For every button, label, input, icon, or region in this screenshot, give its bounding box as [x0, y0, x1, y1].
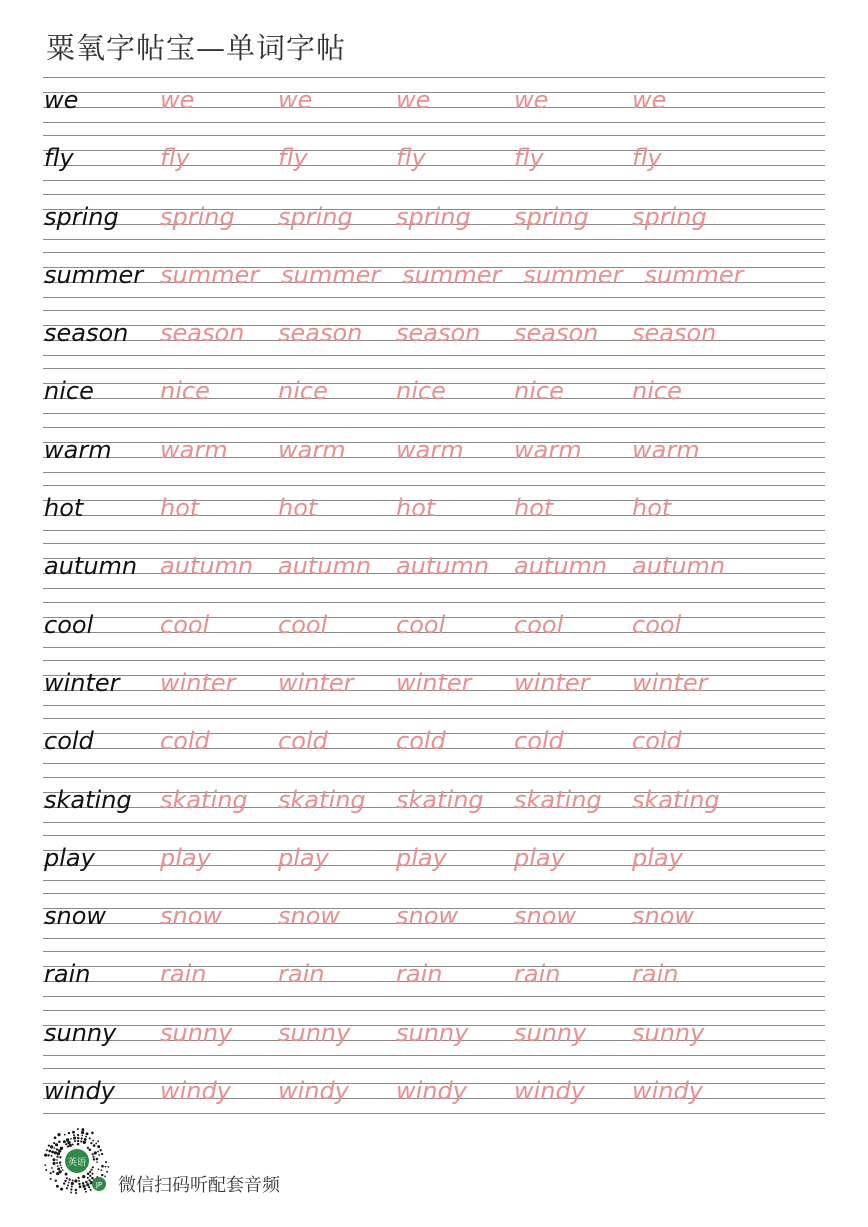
trace-word: nice [160, 377, 210, 406]
trace-word: warm [396, 435, 464, 464]
guide-line [43, 660, 825, 661]
trace-word: autumn [396, 552, 490, 581]
word-row [43, 660, 825, 718]
trace-word: spring [278, 202, 353, 231]
trace-words [160, 371, 750, 411]
word-row [43, 485, 825, 543]
trace-word: cold [396, 727, 446, 756]
trace-word: cold [632, 727, 682, 756]
trace-word: snow [632, 902, 695, 931]
guide-line [43, 1055, 825, 1056]
model-word: hot [44, 494, 84, 523]
trace-word: cool [632, 610, 682, 639]
trace-word: warm [160, 435, 228, 464]
model-word: rain [44, 960, 91, 989]
trace-word: rain [514, 960, 561, 989]
trace-word: windy [514, 1077, 585, 1106]
trace-word: winter [632, 668, 708, 697]
trace-word: snow [278, 902, 341, 931]
model-word: cool [44, 610, 94, 639]
trace-word: winter [160, 668, 236, 697]
trace-word: snow [396, 902, 459, 931]
trace-word: windy [160, 1077, 231, 1106]
trace-word: summer [160, 260, 260, 289]
word-row [43, 368, 825, 426]
model-word: snow [44, 902, 107, 931]
model-word: skating [44, 785, 132, 814]
word-row [43, 835, 825, 893]
trace-word: winter [396, 668, 472, 697]
trace-word: windy [632, 1077, 703, 1106]
trace-word: rain [278, 960, 325, 989]
model-word: nice [44, 377, 94, 406]
word-row [43, 135, 825, 193]
trace-words [160, 954, 750, 994]
trace-word: season [514, 319, 599, 348]
model-word: windy [44, 1077, 115, 1106]
trace-words [160, 488, 750, 528]
trace-words [160, 197, 750, 237]
qr-code-icon [43, 1127, 111, 1195]
word-row [43, 893, 825, 951]
guide-line [43, 239, 825, 240]
trace-word: hot [278, 494, 318, 523]
trace-words [160, 896, 750, 936]
trace-word: fly [632, 144, 662, 173]
word-row [43, 1068, 825, 1126]
trace-words [160, 430, 750, 470]
guide-line [43, 355, 825, 356]
model-word: cold [44, 727, 94, 756]
trace-words [160, 838, 750, 878]
trace-word: rain [396, 960, 443, 989]
guide-line [43, 194, 825, 195]
trace-word: sunny [514, 1018, 587, 1047]
guide-line [43, 1010, 825, 1011]
practice-rows [43, 77, 825, 1126]
footer [43, 1127, 463, 1202]
trace-word: nice [396, 377, 446, 406]
model-word: winter [44, 668, 120, 697]
guide-line [43, 763, 825, 764]
trace-word: play [632, 843, 683, 872]
trace-words [160, 1071, 750, 1111]
guide-line [43, 777, 825, 778]
trace-word: warm [278, 435, 346, 464]
trace-word: we [160, 86, 195, 114]
trace-word: warm [632, 435, 700, 464]
trace-word: fly [160, 144, 190, 173]
trace-words [160, 721, 750, 761]
trace-word: cold [160, 727, 210, 756]
qr-corner-label: JP [95, 1181, 103, 1189]
word-row [43, 77, 825, 135]
trace-word: sunny [632, 1018, 705, 1047]
guide-line [43, 543, 825, 544]
trace-word: hot [632, 494, 672, 523]
guide-line [43, 1068, 825, 1069]
guide-line [43, 1113, 825, 1114]
trace-word: spring [160, 202, 235, 231]
trace-word: warm [514, 435, 582, 464]
guide-line [43, 588, 825, 589]
guide-line [43, 893, 825, 894]
guide-line [43, 705, 825, 706]
guide-line [43, 472, 825, 473]
trace-word: autumn [160, 552, 254, 581]
word-row [43, 951, 825, 1009]
trace-word: windy [396, 1077, 467, 1106]
model-word: autumn [44, 552, 138, 581]
trace-word: cool [396, 610, 446, 639]
trace-word: fly [278, 144, 308, 173]
trace-word: snow [160, 902, 223, 931]
trace-word: rain [632, 960, 679, 989]
guide-line [43, 835, 825, 836]
trace-word: hot [160, 494, 200, 523]
trace-word: sunny [160, 1018, 233, 1047]
guide-line [43, 77, 825, 78]
guide-line [43, 297, 825, 298]
trace-words [160, 780, 750, 820]
trace-word: sunny [278, 1018, 351, 1047]
trace-word: we [514, 86, 549, 114]
trace-word: play [396, 843, 447, 872]
trace-word: we [278, 86, 313, 114]
guide-line [43, 718, 825, 719]
trace-word: nice [278, 377, 328, 406]
word-row [43, 543, 825, 601]
guide-line [43, 180, 825, 181]
word-row [43, 718, 825, 776]
trace-word: autumn [632, 552, 726, 581]
trace-word: summer [402, 260, 502, 289]
model-word: we [44, 86, 79, 114]
guide-line [43, 880, 825, 881]
trace-word: autumn [514, 552, 608, 581]
trace-word: summer [523, 260, 623, 289]
trace-word: skating [514, 785, 602, 814]
trace-word: season [160, 319, 245, 348]
trace-word: spring [632, 202, 707, 231]
trace-words [160, 663, 750, 703]
trace-word: nice [632, 377, 682, 406]
trace-word: cool [160, 610, 210, 639]
trace-word: fly [396, 144, 426, 173]
trace-word: cool [278, 610, 328, 639]
word-row [43, 1010, 825, 1068]
model-word: sunny [44, 1018, 117, 1047]
word-row [43, 194, 825, 252]
trace-word: winter [278, 668, 354, 697]
model-word: season [44, 319, 129, 348]
model-word: fly [44, 144, 74, 173]
word-row [43, 777, 825, 835]
guide-line [43, 938, 825, 939]
trace-word: spring [396, 202, 471, 231]
guide-line [43, 996, 825, 997]
guide-line [43, 485, 825, 486]
trace-word: fly [514, 144, 544, 173]
trace-words [160, 1013, 750, 1053]
trace-word: autumn [278, 552, 372, 581]
guide-line [43, 602, 825, 603]
trace-word: skating [160, 785, 248, 814]
word-row [43, 252, 825, 310]
trace-word: skating [278, 785, 366, 814]
model-word: warm [44, 435, 112, 464]
guide-line [43, 252, 825, 253]
word-row [43, 310, 825, 368]
guide-line [43, 647, 825, 648]
trace-word: we [632, 86, 667, 114]
trace-words [160, 138, 750, 178]
guide-line [43, 427, 825, 428]
trace-word: rain [160, 960, 207, 989]
model-word: play [44, 843, 95, 872]
trace-word: we [396, 86, 431, 114]
trace-words [160, 80, 750, 120]
page-title: 粟氧字帖宝—单词字帖 [46, 31, 347, 65]
word-row [43, 602, 825, 660]
trace-word: season [396, 319, 481, 348]
trace-word: play [278, 843, 329, 872]
trace-word: cool [514, 610, 564, 639]
trace-words [160, 255, 766, 295]
trace-word: hot [396, 494, 436, 523]
trace-word: hot [514, 494, 554, 523]
trace-word: cold [278, 727, 328, 756]
guide-line [43, 368, 825, 369]
trace-words [160, 605, 750, 645]
trace-words [160, 313, 750, 353]
guide-line [43, 822, 825, 823]
trace-word: cold [514, 727, 564, 756]
word-row [43, 427, 825, 485]
trace-word: nice [514, 377, 564, 406]
trace-word: sunny [396, 1018, 469, 1047]
trace-word: winter [514, 668, 590, 697]
trace-word: play [160, 843, 211, 872]
trace-word: summer [644, 260, 744, 289]
trace-word: skating [632, 785, 720, 814]
trace-word: skating [396, 785, 484, 814]
trace-word: summer [281, 260, 381, 289]
trace-word: snow [514, 902, 577, 931]
footer-caption: 微信扫码听配套音频 [118, 1175, 280, 1196]
guide-line [43, 413, 825, 414]
qr-badge-label: 英语 [67, 1158, 87, 1168]
model-word: spring [44, 202, 119, 231]
trace-word: play [514, 843, 565, 872]
guide-line [43, 530, 825, 531]
trace-words [160, 546, 750, 586]
guide-line [43, 122, 825, 123]
guide-line [43, 310, 825, 311]
trace-word: spring [514, 202, 589, 231]
guide-line [43, 135, 825, 136]
trace-word: windy [278, 1077, 349, 1106]
model-word: summer [44, 260, 144, 289]
trace-word: season [278, 319, 363, 348]
guide-line [43, 951, 825, 952]
trace-word: season [632, 319, 717, 348]
